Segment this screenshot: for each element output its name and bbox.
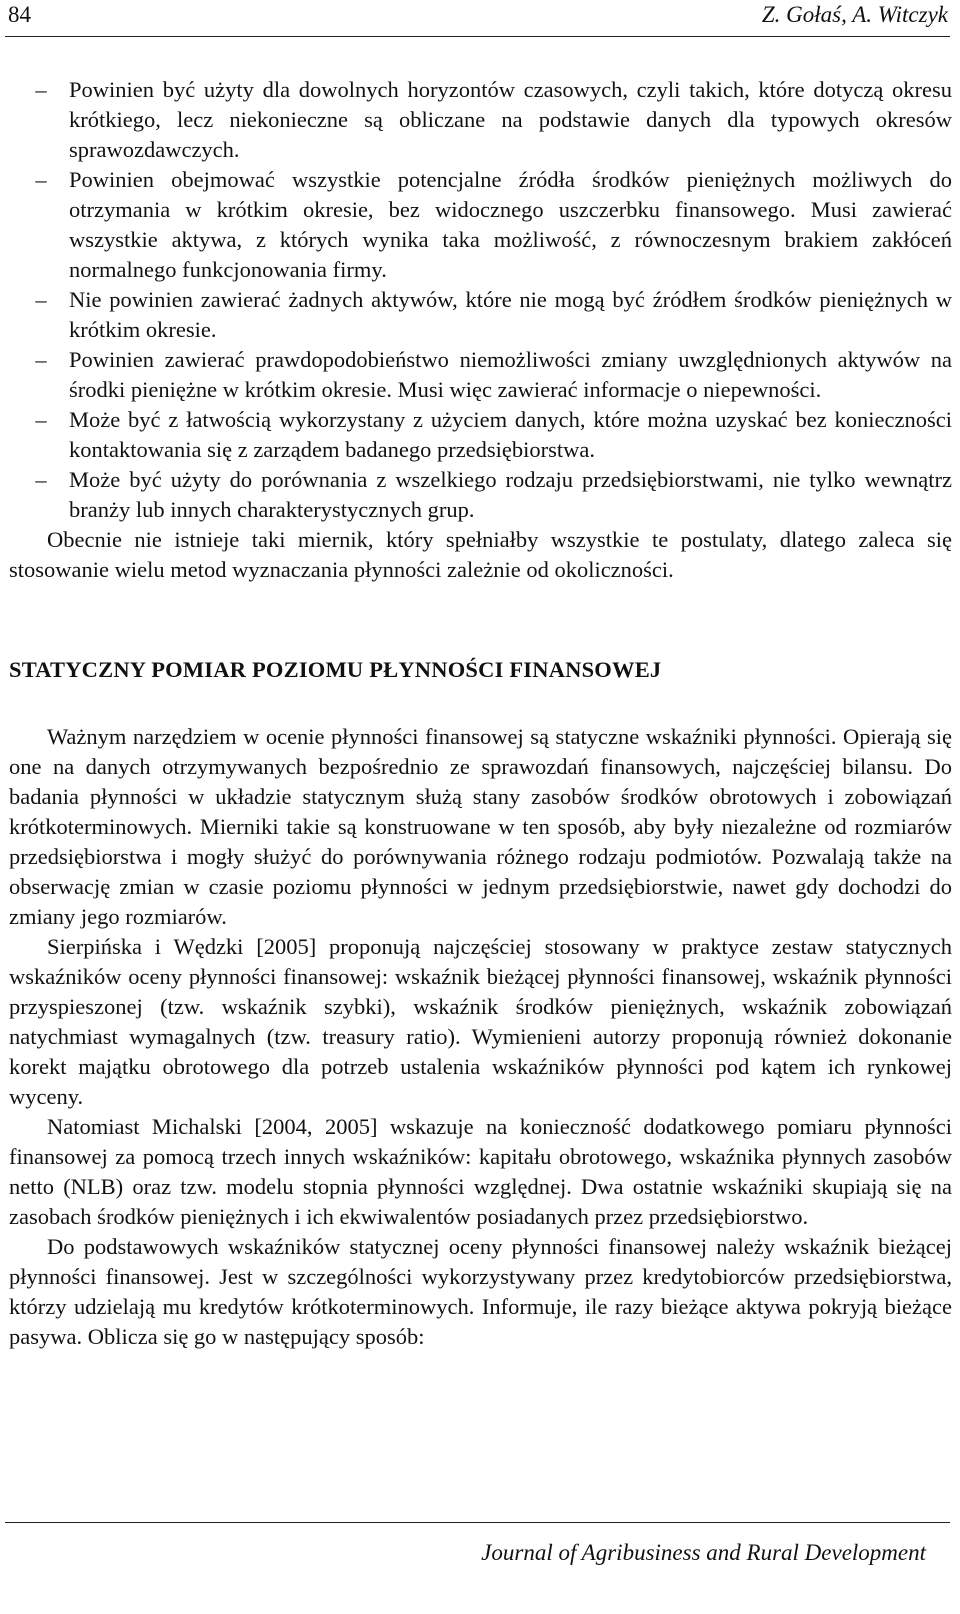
- running-header: [5, 2, 950, 37]
- list-item-text: Powinien zawierać prawdopodobieństwo niemożliwości zmiany uwzględnionych aktywów na środki pieniężne w krótkim okresie. Musi więc zawierać informacje o niepewności.: [69, 347, 952, 402]
- list-item: [9, 75, 952, 165]
- journal-title: Journal of Agribusiness and Rural Development: [481, 1540, 926, 1565]
- body-paragraph: Ważnym narzędziem w ocenie płynności finansowej są statyczne wskaźniki płynności. Opierają się one na danych otrzymywanych bezpośrednio ze sprawozdań finansowych, najczęściej bilansu. Do badania płynności w układzie statycznym służą stany zasobów środków obrotowych i zobowiązań krótkoterminowych. Mierniki takie są konstruowane w ten sposób, aby były niezależne od rozmiarów przedsiębiorstwa i mogły służyć do porównywania różnego rodzaju podmiotów. Pozwalają także na obserwację zmian w czasie poziomu płynności w jednym przedsiębiorstwie, nawet gdy dochodzi do zmiany jego rozmiarów.: [9, 724, 952, 929]
- list-item-text: Powinien obejmować wszystkie potencjalne źródła środków pieniężnych możliwych do otrzymania w krótkim okresie, bez widocznego uszczerbku finansowego. Musi zawierać wszystkie aktywa, z których wynika taka możliwość, z równoczesnym brakiem zakłóceń normalnego funkcjonowania firmy.: [69, 167, 952, 282]
- list-item: [9, 285, 952, 345]
- postulates-list: [9, 75, 952, 525]
- list-item-text: Powinien być użyty dla dowolnych horyzontów czasowych, czyli takich, które dotyczą okresu krótkiego, lecz niekonieczne są obliczane na podstawie danych dla typowych okresów sprawozdawczych.: [69, 77, 952, 162]
- list-item-text: Może być użyty do porównania z wszelkiego rodzaju przedsiębiorstwami, nie tylko wewnątrz branży lub innych charakterystycznych grup.: [69, 467, 952, 522]
- list-item: [9, 345, 952, 405]
- body-paragraph: Do podstawowych wskaźników statycznej oceny płynności finansowej należy wskaźnik bieżącej płynności finansowej. Jest w szczególności wykorzystywany przez kredytobiorców przedsiębiorstwa, którzy udzielają mu kredytów krótkoterminowych. Informuje, ile razy bieżące aktywa pokryją bieżące pasywa. Oblicza się go w następujący sposób:: [9, 1234, 952, 1349]
- list-item: [9, 405, 952, 465]
- main-content: [9, 75, 952, 1352]
- dash-bullet: –: [35, 407, 47, 432]
- intro-paragraph: Obecnie nie istnieje taki miernik, który spełniałby wszystkie te postulaty, dlatego zaleca się stosowanie wielu metod wyznaczania płynności zależnie od okoliczności.: [9, 527, 952, 582]
- list-item-text: Nie powinien zawierać żadnych aktywów, które nie mogą być źródłem środków pieniężnych w krótkim okresie.: [69, 287, 952, 342]
- list-item-text: Może być z łatwością wykorzystany z użyciem danych, które można uzyskać bez konieczności kontaktowania się z zarządem badanego przedsiębiorstwa.: [69, 407, 952, 462]
- dash-bullet: –: [35, 77, 47, 102]
- body-paragraph: Sierpińska i Wędzki [2005] proponują najczęściej stosowany w praktyce zestaw statycznych wskaźników oceny płynności finansowej: wskaźnik bieżącej płynności finansowej, wskaźnik płynności przyspieszonej (tzw. wskaźnik szybki), wskaźnik środków pieniężnych, wskaźnik zobowiązań natychmiast wymagalnych (tzw. treasury ratio). Wymienieni autorzy proponują również dokonanie korekt majątku obrotowego dla potrzeb ustalenia wskaźników płynności pod kątem ich rynkowej wyceny.: [9, 934, 952, 1109]
- list-item: [9, 465, 952, 525]
- body-paragraph: Natomiast Michalski [2004, 2005] wskazuje na konieczność dodatkowego pomiaru płynności finansowej za pomocą trzech innych wskaźników: kapitału obrotowego, wskaźnika płynnych zasobów netto (NLB) oraz tzw. modelu stopnia płynności względnej. Dwa ostatnie wskaźniki skupiają się na zasobach środków pieniężnych i ich ekwiwalentów posiadanych przez przedsiębiorstwo.: [9, 1114, 952, 1229]
- footer-divider: [5, 1522, 950, 1523]
- dash-bullet: –: [35, 467, 47, 492]
- dash-bullet: –: [35, 347, 47, 372]
- section-heading: STATYCZNY POMIAR POZIOMU PŁYNNOŚCI FINANSOWEJ: [9, 657, 662, 682]
- page-number: 84: [8, 2, 31, 27]
- dash-bullet: –: [35, 167, 47, 192]
- running-authors: Z. Gołaś, A. Witczyk: [761, 2, 948, 27]
- dash-bullet: –: [35, 287, 47, 312]
- list-item: [9, 165, 952, 285]
